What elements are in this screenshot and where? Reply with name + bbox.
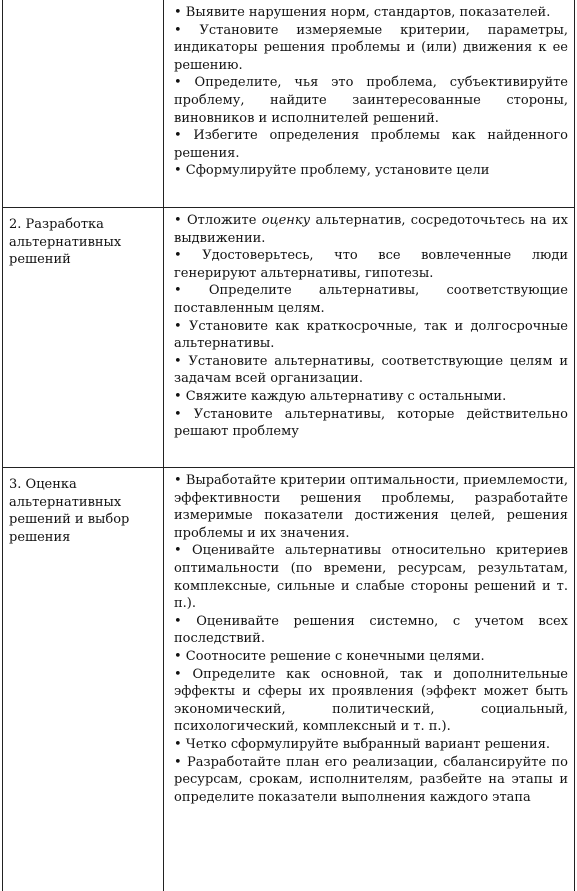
list-item: • Определите альтернативы, соответствующие поставленным целям.: [174, 282, 568, 317]
stage-cell: [3, 0, 164, 208]
list-item: • Установите альтернативы, соответствующие целям и задачам всей организации.: [174, 353, 568, 388]
list-item: • Удостоверьтесь, что все вовлеченные люди генерируют альтернативы, гипотезы.: [174, 247, 568, 282]
list-item: • Четко сформулируйте выбранный вариант решения.: [174, 736, 568, 754]
stage-cell: 2. Разработка альтернативных решений: [3, 208, 164, 468]
recommendations-cell: [164, 208, 575, 468]
table-row: [3, 0, 575, 208]
list-item: • Отложите оценку альтернатив, сосредоточьтесь на их выдвижении.: [174, 212, 568, 247]
list-item: • Свяжите каждую альтернативу с остальными.: [174, 388, 568, 406]
list-item: • Установите альтернативы, которые действительно решают проблему: [174, 406, 568, 441]
decision-steps-table: [2, 0, 575, 891]
list-item: • Установите измеряемые критерии, параметры, индикаторы решения проблемы и (или) движения к ее решению.: [174, 22, 568, 75]
table-row: [3, 468, 575, 891]
list-item: • Определите, чья это проблема, субъективируйте проблему, найдите заинтересованные стороны, виновников и исполнителей решений.: [174, 74, 568, 127]
list-item: • Определите как основной, так и дополнительные эффекты и сферы их проявления (эффект может быть экономический, политический, социальный, психологический, комплексный и т. п.).: [174, 666, 568, 736]
recommendations-cell: [164, 468, 575, 891]
stage-cell: 3. Оценка альтернативных решений и выбор решения: [3, 468, 164, 891]
table-row: [3, 208, 575, 468]
list-item: • Выявите нарушения норм, стандартов, показателей.: [174, 4, 568, 22]
recommendations-cell: [164, 0, 575, 208]
list-item: • Оценивайте решения системно, с учетом всех последствий.: [174, 613, 568, 648]
list-item: • Избегите определения проблемы как найденного решения.: [174, 127, 568, 162]
list-item: • Сформулируйте проблему, установите цели: [174, 162, 568, 180]
list-item: • Разработайте план его реализации, сбалансируйте по ресурсам, срокам, исполнителям, разбейте на этапы и определите показатели выполнения каждого этапа: [174, 754, 568, 807]
emphasis: оценку: [262, 213, 310, 228]
list-item: • Установите как краткосрочные, так и долгосрочные альтернативы.: [174, 318, 568, 353]
list-item: • Оценивайте альтернативы относительно критериев оптимальности (по времени, ресурсам, результатам, комплексные, сильные и слабые стороны решений и т. п.).: [174, 542, 568, 612]
list-item: • Соотносите решение с конечными целями.: [174, 648, 568, 666]
list-item: • Выработайте критерии оптимальности, приемлемости, эффективности решения проблемы, разработайте измеримые показатели достижения целей, решения проблемы и их значения.: [174, 472, 568, 542]
